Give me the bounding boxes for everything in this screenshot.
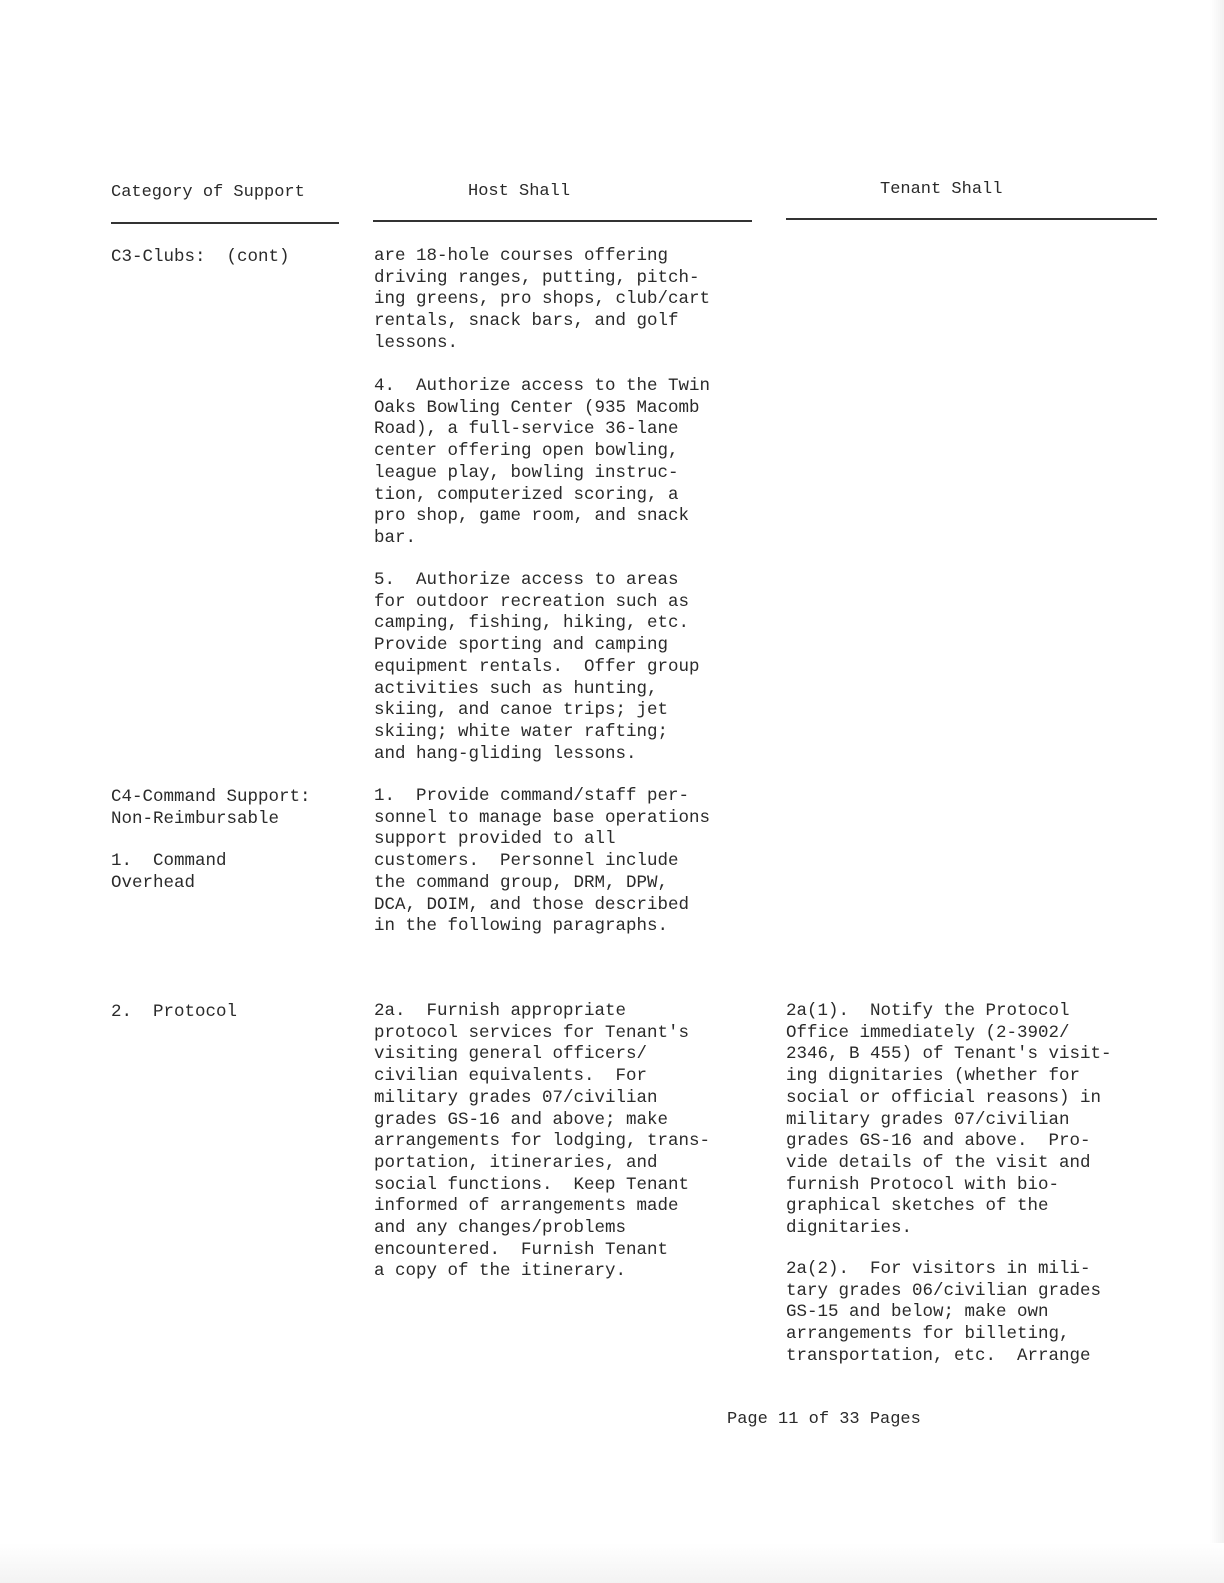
c3-category-label: C3-Clubs: (cont)	[111, 247, 290, 267]
scan-shadow-bottom	[0, 1543, 1224, 1583]
c4-subcategory-command-overhead: 1. Command Overhead	[111, 851, 227, 893]
c3-host-item-5: 5. Authorize access to areas for outdoor recreation such as camping, fishing, hiking, etc. Provide sporting and camping equipment rentals. Offer group activities such as hunting, skiing, and canoe trips; jet skiing; white water rafting; and hang-gliding lessons.	[374, 570, 700, 764]
scan-shadow-right	[1210, 0, 1224, 1583]
header-host-shall: Host Shall	[468, 182, 571, 201]
protocol-category-label: 2. Protocol	[111, 1002, 238, 1022]
header-rule-category	[111, 222, 339, 224]
c4-host-item-1: 1. Provide command/staff per- sonnel to manage base operations support provided to all customers. Personnel include the command group, DRM, DPW, DCA, DOIM, and those described in the following paragraphs.	[374, 786, 711, 937]
c4-category-label: C4-Command Support: Non-Reimbursable	[111, 787, 311, 829]
c3-host-item-4: 4. Authorize access to the Twin Oaks Bowling Center (935 Macomb Road), a full-service 36-lane center offering open bowling, league play, bowling instruc- tion, computerized scoring, a pro shop, game room, and snack bar.	[374, 376, 711, 548]
protocol-tenant-2a1: 2a(1). Notify the Protocol Office immediately (2-3902/ 2346, B 455) of Tenant's visit- ing dignitaries (whether for social or official reasons) in military grades 07/civilian grades GS-16 and above. Pro- vide details of the visit and furnish Protocol with bio- graphical sketches of the dignitaries.	[786, 1001, 1112, 1239]
header-tenant-shall: Tenant Shall	[880, 180, 1003, 199]
c3-host-continued-text: are 18-hole courses offering driving ranges, putting, pitch- ing greens, pro shops, club/cart rentals, snack bars, and golf lessons.	[374, 246, 711, 353]
protocol-tenant-2a2: 2a(2). For visitors in mili- tary grades 06/civilian grades GS-15 and below; make own arrangements for billeting, transportation, etc. Arrange	[786, 1259, 1102, 1366]
header-rule-host	[373, 220, 752, 222]
header-category-of-support: Category of Support	[111, 183, 305, 202]
header-rule-tenant	[786, 218, 1157, 220]
protocol-host-2a: 2a. Furnish appropriate protocol services for Tenant's visiting general officers/ civilian equivalents. For military grades 07/civilian grades GS-16 and above; make arrangements for lodging, trans- portation, itineraries, and social functions. Keep Tenant informed of arrangements made and any changes/problems encountered. Furnish Tenant a copy of the itinerary.	[374, 1001, 711, 1282]
page-number-footer: Page 11 of 33 Pages	[727, 1410, 921, 1429]
